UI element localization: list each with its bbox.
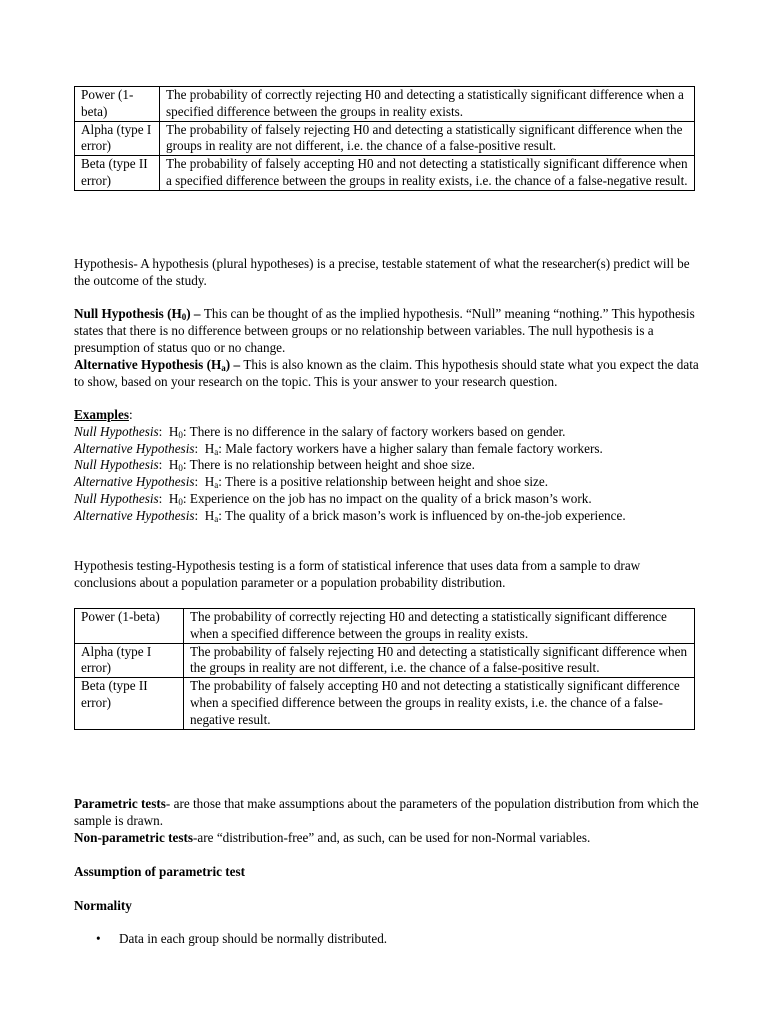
bullet-item-text: Data in each group should be normally distributed. [119, 931, 388, 946]
table-cell-definition: The probability of correctly rejecting H0 and detecting a statistically significant difference when a specified difference between the groups in reality exists. [184, 609, 695, 644]
example-line: Null Hypothesis: $H_0$: There is no difference in the salary of factory workers based on gender. [74, 423, 566, 440]
table-cell-definition: The probability of falsely rejecting H0 and detecting a statistically significant difference when the groups in reality are not different, i.e. the chance of a false-positive result. [184, 643, 695, 678]
hypothesis-testing-paragraph: Hypothesis testing-Hypothesis testing is a form of statistical inference that uses data from a sample to draw conclusions about a population parameter or a population probability distribution. [74, 558, 641, 590]
table-cell-definition: The probability of falsely accepting H0 and not detecting a statistically significant difference when a specified difference between the groups in reality exists, i.e. the chance of a false-negative result. [184, 678, 695, 729]
table-cell-term: Beta (type II error) [75, 156, 160, 191]
table-cell-definition: The probability of falsely rejecting H0 and detecting a statistically significant difference when the groups in reality are not different, i.e. the chance of a false-positive result. [160, 121, 695, 156]
assumption-heading: Assumption of parametric test [74, 864, 246, 879]
example-line: Alternative Hypothesis: $H_a$: There is a positive relationship between height and shoe size. [74, 474, 549, 491]
null-hypothesis-paragraph [74, 306, 699, 356]
alternative-hypothesis-text: This is also known as the claim. This hypothesis should state what you expect the data to show, based on your research on the topic. This is your answer to your research question. [74, 357, 699, 389]
parametric-tests-paragraph [74, 796, 699, 830]
table-row [75, 156, 695, 191]
table-row [75, 121, 695, 156]
examples-heading: Examples: [74, 407, 133, 422]
table-cell-term: Alpha (type I error) [75, 121, 160, 156]
example-line: Alternative Hypothesis: $H_a$: Male factory workers have a higher salary than female factory workers. [74, 440, 603, 457]
table-row [75, 678, 695, 729]
alternative-hypothesis-label: Alternative Hypothesis $(H_a)$ – [74, 357, 244, 373]
null-hypothesis-label: Null Hypothesis $(H_0)$ – [74, 306, 204, 322]
definitions-table-1 [74, 86, 695, 191]
table-cell-term: Power (1-beta) [75, 609, 184, 644]
alternative-hypothesis-paragraph [74, 357, 699, 391]
hypothesis-definition: Hypothesis- A hypothesis (plural hypotheses) is a precise, testable statement of what the researcher(s) predict will be the outcome of the study. [74, 256, 690, 288]
null-hypothesis-text: This can be thought of as the implied hypothesis. “Null” meaning “nothing.” This hypothesis states that there is no difference between groups or no relationship between variables. The null hypothesis is a presumption of status quo or no change. [74, 306, 695, 355]
nonparametric-tests-paragraph [74, 830, 699, 847]
bullet-icon: • [96, 931, 101, 946]
table-row [75, 87, 695, 122]
table-cell-term: Beta (type II error) [75, 678, 184, 729]
definitions-table-2 [74, 608, 695, 730]
table-cell-definition: The probability of falsely accepting H0 and not detecting a statistically significant difference when a specified difference between the groups in reality exists, i.e. the chance of a false-negative result. [160, 156, 695, 191]
example-line: Null Hypothesis: $H_0$: There is no relationship between height and shoe size. [74, 457, 475, 474]
table-cell-term: Alpha (type I error) [75, 643, 184, 678]
table-cell-term: Power (1-beta) [75, 87, 160, 122]
table-row [75, 643, 695, 678]
parametric-tests-text: - are those that make assumptions about the parameters of the population distribution from which the sample is drawn. [74, 796, 699, 828]
example-line: Alternative Hypothesis: $H_a$: The quality of a brick mason’s work is influenced by on-the-job experience. [74, 507, 626, 524]
nonparametric-tests-label: Non-parametric tests [74, 830, 194, 845]
nonparametric-tests-text: -are “distribution-free” and, as such, can be used for non-Normal variables. [193, 830, 591, 845]
table-row [75, 609, 695, 644]
parametric-tests-label: Parametric tests [74, 796, 166, 811]
table-cell-definition: The probability of correctly rejecting H0 and detecting a statistically significant difference when a specified difference between the groups in reality exists. [160, 87, 695, 122]
examples-block [74, 407, 699, 525]
normality-heading: Normality [74, 898, 132, 913]
example-line: Null Hypothesis: $H_0$: Experience on the job has no impact on the quality of a brick mason’s work. [74, 490, 592, 507]
